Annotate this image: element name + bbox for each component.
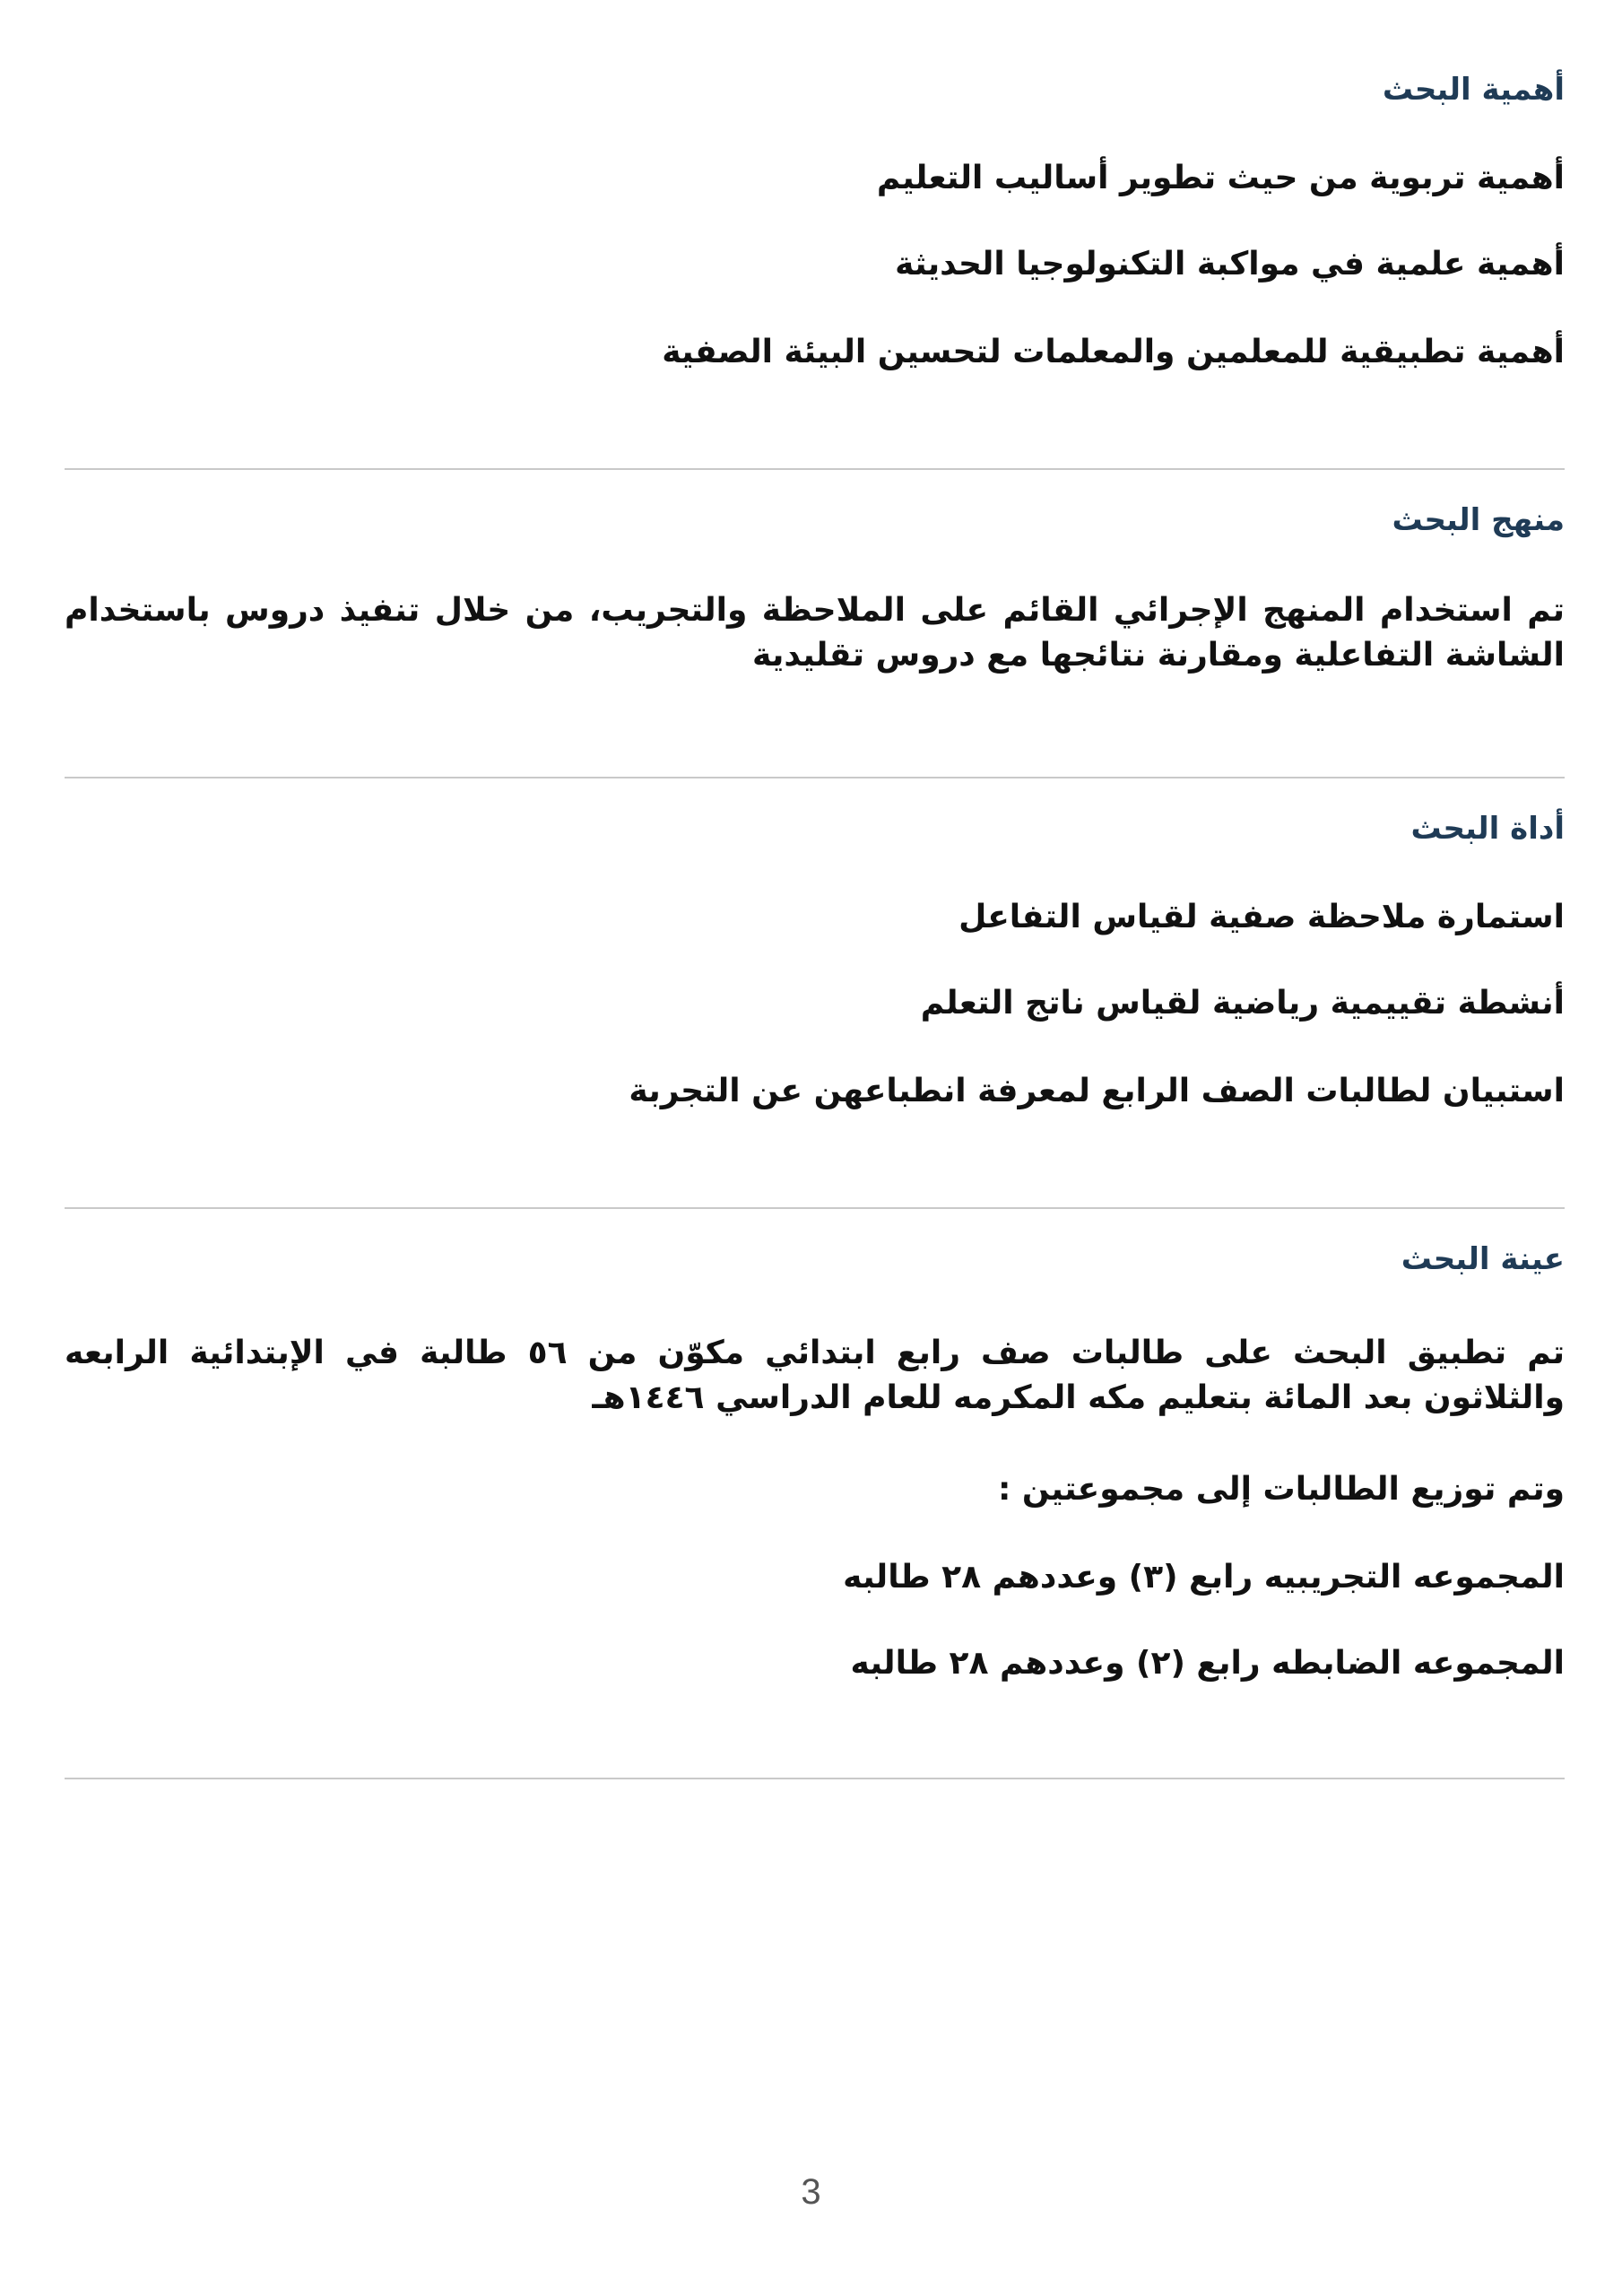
section-heading: أهمية البحث [1382, 72, 1565, 108]
list-item: أهمية تربوية من حيث تطوير أساليب التعليم [876, 160, 1565, 196]
section-divider [65, 1778, 1565, 1779]
list-item: المجموعه الضابطه رابع (٢) وعددهم ٢٨ طالبه [850, 1645, 1565, 1682]
page-number: 3 [801, 2172, 821, 2212]
section-heading: منهج البحث [1392, 502, 1565, 538]
list-item: أهمية تطبيقية للمعلمين والمعلمات لتحسين البيئة الصفية [662, 334, 1565, 370]
section-heading: أداة البحث [1410, 811, 1565, 847]
list-item: أهمية علمية في مواكبة التكنولوجيا الحديثة [895, 246, 1565, 283]
section-divider [65, 1207, 1565, 1209]
section-paragraph: تم تطبيق البحث على طالبات صف رابع ابتدائي مكوّن من ٥٦ طالبة في الإبتدائية الرابعه والثلاثون بعد المائة بتعليم مكه المكرمه للعام الدراسي ١٤٤٦هـ [65, 1335, 1565, 1416]
section-paragraph: تم استخدام المنهج الإجرائي القائم على الملاحظة والتجريب، من خلال تنفيذ دروس باستخدام الشاشة التفاعلية ومقارنة نتائجها مع دروس تقليدية [65, 592, 1565, 674]
list-item: استبيان لطالبات الصف الرابع لمعرفة انطباعهن عن التجربة [629, 1073, 1565, 1109]
document-page [65, 0, 1565, 2296]
list-item: استمارة ملاحظة صفية لقياس التفاعل [958, 899, 1565, 935]
section-heading: عينة البحث [1401, 1241, 1565, 1277]
section-divider [65, 468, 1565, 470]
list-item: أنشطة تقييمية رياضية لقياس ناتج التعلم [920, 985, 1565, 1022]
list-item: المجموعه التجريبيه رابع (٣) وعددهم ٢٨ طالبه [843, 1559, 1565, 1596]
section-divider [65, 777, 1565, 778]
list-item: وتم توزيع الطالبات إلى مجموعتين : [997, 1471, 1565, 1508]
